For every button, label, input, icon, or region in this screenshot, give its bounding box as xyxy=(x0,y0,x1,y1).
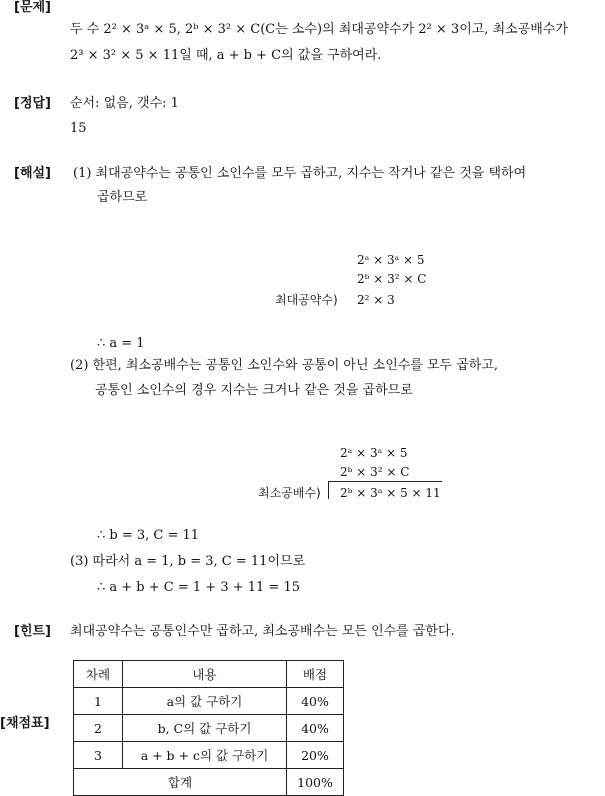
solution-label: [해설] xyxy=(14,166,51,181)
row-content: a의 값 구하기 xyxy=(123,688,287,715)
problem-line-1: 두 수 2² × 3ᵃ × 5, 2ᵇ × 3² × C(C는 소수)의 최대공약수가 2² × 3이고, 최소공배수가 xyxy=(70,22,568,37)
row-order: 1 xyxy=(74,688,123,715)
header-points: 배점 xyxy=(287,661,344,688)
row-content: a + b + c의 값 구하기 xyxy=(123,742,287,769)
solution-step2-line-2: 공통인 소인수의 경우 지수는 크거나 같은 것을 곱하므로 xyxy=(95,383,413,398)
answer-line-2: 15 xyxy=(70,121,87,136)
solution-step3-line-2: ∴ a + b + C = 1 + 3 + 11 = 15 xyxy=(97,580,300,595)
solution-step2-line-1: (2) 한편, 최소공배수는 공통인 소인수와 공통이 아닌 소인수를 모두 곱하고, xyxy=(70,358,499,373)
solution-step2-result: ∴ b = 3, C = 11 xyxy=(97,528,200,543)
header-content: 내용 xyxy=(123,661,287,688)
scoring-header-row xyxy=(74,661,344,688)
row-order: 3 xyxy=(74,742,123,769)
row-points: 40% xyxy=(287,688,344,715)
answer-line-1: 순서: 없음, 갯수: 1 xyxy=(70,96,179,111)
lcm-divider-vertical xyxy=(328,481,329,499)
scoring-table xyxy=(73,660,344,796)
problem-label: [문제] xyxy=(14,0,51,15)
solution-step1-line-2: 곱하므로 xyxy=(97,190,148,205)
solution-step3-line-1: (3) 따라서 a = 1, b = 3, C = 11이므로 xyxy=(70,554,306,569)
header-order: 차례 xyxy=(74,661,123,688)
lcm-row-2: 2ᵇ × 3² × C xyxy=(340,465,410,479)
solution-step1-line-1: (1) 최대공약수는 공통인 소인수를 모두 곱하고, 지수는 작거나 같은 것을 택하여 xyxy=(73,166,527,181)
row-order: 2 xyxy=(74,715,123,742)
gcd-label: 최대공약수) xyxy=(275,293,338,307)
hint-text: 최대공약수는 공통인수만 곱하고, 최소공배수는 모든 인수를 곱한다. xyxy=(70,624,455,639)
lcm-row-1: 2ᵃ × 3ᵃ × 5 xyxy=(340,446,408,460)
row-points: 20% xyxy=(287,742,344,769)
lcm-divider-line xyxy=(328,481,442,482)
total-label: 합계 xyxy=(74,769,287,796)
scoring-label: [채점표] xyxy=(0,716,50,731)
hint-label: [힌트] xyxy=(14,624,51,639)
row-content: b, C의 값 구하기 xyxy=(123,715,287,742)
problem-line-2: 2³ × 3² × 5 × 11일 때, a + b + C의 값을 구하여라. xyxy=(70,48,382,63)
gcd-row-1: 2ᵃ × 3ᵃ × 5 xyxy=(357,253,425,267)
solution-step1-result: ∴ a = 1 xyxy=(97,336,145,351)
table-row xyxy=(74,742,344,769)
answer-label: [정답] xyxy=(14,96,51,111)
total-points: 100% xyxy=(287,769,344,796)
row-points: 40% xyxy=(287,715,344,742)
table-row xyxy=(74,688,344,715)
lcm-result: 2ᵇ × 3ᵃ × 5 × 11 xyxy=(340,486,441,500)
lcm-label: 최소공배수) xyxy=(258,486,321,500)
gcd-row-2: 2ᵇ × 3² × C xyxy=(357,272,427,286)
gcd-result: 2² × 3 xyxy=(357,293,395,307)
total-row xyxy=(74,769,344,796)
table-row xyxy=(74,715,344,742)
